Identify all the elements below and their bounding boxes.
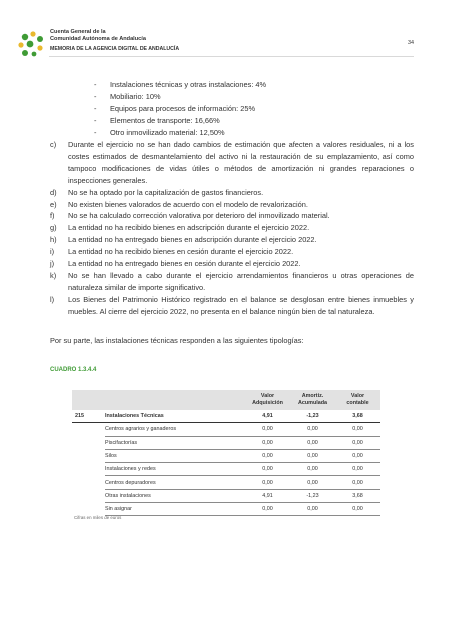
list-item [50, 187, 414, 199]
acquisition-value: 4,91 [245, 489, 290, 502]
intro-paragraph [50, 335, 414, 347]
list-item: - Elementos de transporte: 16,66% [50, 115, 414, 127]
list-item [50, 210, 414, 222]
list-item [50, 246, 414, 258]
book-value: 0,00 [335, 503, 380, 516]
table-row [72, 489, 380, 502]
list-marker: l) [50, 294, 55, 304]
acquisition-value: 0,00 [245, 463, 290, 476]
list-marker: f) [50, 211, 55, 221]
list-item [50, 258, 414, 270]
list-item: - Instalaciones técnicas y otras instalaciones: 4% [50, 79, 414, 91]
row-label: Centros agrarios y ganaderos [105, 423, 245, 436]
list-item [50, 139, 414, 187]
header-blank-cell [105, 390, 245, 410]
header-title [50, 29, 146, 42]
list-item-text: Los Bienes del Patrimonio Histórico registrado en el balance se desglosan entre bienes inmuebles y muebles. Al cierre del ejercicio 2022, no presenta en el balance ningún bien de tal naturaleza. [68, 294, 414, 316]
acquisition-value: 0,00 [245, 476, 290, 489]
list-marker: k) [50, 270, 57, 280]
list-item [50, 199, 414, 211]
list-item-text: La entidad no ha recibido bienes en cesión durante el ejercicio 2022. [68, 247, 294, 257]
table-row [72, 436, 380, 449]
column-header-acquisition-value: Valor Adquisición [245, 390, 290, 410]
acquisition-value: 0,00 [245, 449, 290, 462]
list-item [50, 294, 414, 318]
row-label: Instalaciones y redes [105, 463, 245, 476]
header-subtitle: MEMORIA DE LA AGENCIA DIGITAL DE ANDALUCÍA [50, 46, 180, 52]
list-item [50, 234, 414, 246]
table-row [72, 476, 380, 489]
table-row [72, 423, 380, 436]
list-marker: i) [50, 247, 55, 257]
list-marker: c) [50, 140, 57, 149]
list-item-text: No se ha calculado corrección valorativa por deterioro del inmovilizado material. [68, 211, 330, 221]
acquisition-value: 0,00 [245, 436, 290, 449]
header-title-line1: Cuenta General de la [50, 29, 106, 35]
row-label: Sin asignar [105, 503, 245, 516]
book-value: 0,00 [335, 423, 380, 436]
list-item-text: No existen bienes valorados de acuerdo con el modelo de revalorización. [68, 199, 308, 209]
row-label: Silos [105, 449, 245, 462]
book-value: 0,00 [335, 463, 380, 476]
accumulated-amortization: 0,00 [290, 503, 335, 516]
list-marker: g) [50, 223, 57, 233]
list-item: - Equipos para procesos de información: 25% [50, 103, 414, 115]
table-row [72, 463, 380, 476]
book-value: 3,68 [335, 410, 380, 423]
list-marker: j) [50, 259, 55, 269]
row-label: Piscifactorías [105, 436, 245, 449]
book-value: 0,00 [335, 476, 380, 489]
list-item-text: La entidad no ha recibido bienes en adscripción durante el ejercicio 2022. [68, 223, 310, 233]
paragraph-text: Por su parte, las instalaciones técnicas responden a las siguientes tipologías: [50, 336, 304, 345]
column-header-book-value: Valor contable [335, 390, 380, 410]
list-item-text: La entidad no ha entregado bienes en cesión durante el ejercicio 2022. [68, 259, 301, 269]
header-divider [49, 56, 414, 57]
depreciation-rates-list [50, 79, 414, 139]
page-number: 34 [408, 40, 414, 46]
list-marker: h) [50, 235, 57, 245]
table-footnote: Cifras en miles de euros [74, 515, 122, 520]
list-item-text: No se han llevado a cabo durante el ejercicio arrendamientos financieros u otras operaciones de naturaleza similar de importe significativo. [68, 270, 414, 292]
acquisition-value: 0,00 [245, 503, 290, 516]
accumulated-amortization: 0,00 [290, 476, 335, 489]
acquisition-value: 0,00 [245, 423, 290, 436]
list-item-text: No se ha optado por la capitalización de gastos financieros. [68, 187, 264, 197]
list-item [50, 270, 414, 294]
table-caption: CUADRO 1.3.4.4 [50, 367, 97, 373]
acquisition-value: 4,91 [245, 410, 290, 423]
agency-logo [16, 29, 46, 59]
book-value: 0,00 [335, 436, 380, 449]
row-label: Instalaciones Técnicas [105, 410, 245, 423]
list-item: - Otro inmovilizado material: 12,50% [50, 127, 414, 139]
header-title-line2: Comunidad Autónoma de Andalucía [50, 35, 146, 42]
list-item [50, 222, 414, 234]
table-row-total [72, 410, 380, 423]
book-value: 0,00 [335, 449, 380, 462]
list-item: - Mobiliario: 10% [50, 91, 414, 103]
list-item-text: La entidad no ha entregado bienes en adscripción durante el ejercicio 2022. [68, 235, 317, 245]
book-value: 3,68 [335, 489, 380, 502]
installations-table [72, 390, 380, 516]
accumulated-amortization: 0,00 [290, 423, 335, 436]
column-header-accumulated-amortization: Amortiz. Acumulada [290, 390, 335, 410]
accumulated-amortization: 0,00 [290, 449, 335, 462]
table-row [72, 503, 380, 516]
list-marker: e) [50, 199, 57, 209]
row-label: Otras instalaciones [105, 489, 245, 502]
accumulated-amortization: -1,23 [290, 410, 335, 423]
notes-list [50, 139, 414, 318]
account-code: 215 [72, 410, 105, 423]
row-label: Centros depuradores [105, 476, 245, 489]
accumulated-amortization: 0,00 [290, 436, 335, 449]
accumulated-amortization: -1,23 [290, 489, 335, 502]
list-marker: d) [50, 187, 57, 197]
table-row [72, 449, 380, 462]
accumulated-amortization: 0,00 [290, 463, 335, 476]
list-item-text: Durante el ejercicio no se han dado cambios de estimación que afecten a valores residuales, ni a los costes estimados de desmantelamiento del activo ni la restauración de su emplazamiento, así como tampoco modificaciones de vidas útiles o métodos de amortización ni grandes reparaciones o inspecciones generales. [68, 140, 414, 185]
header-blank-cell [72, 390, 105, 410]
table-header-row [72, 390, 380, 410]
